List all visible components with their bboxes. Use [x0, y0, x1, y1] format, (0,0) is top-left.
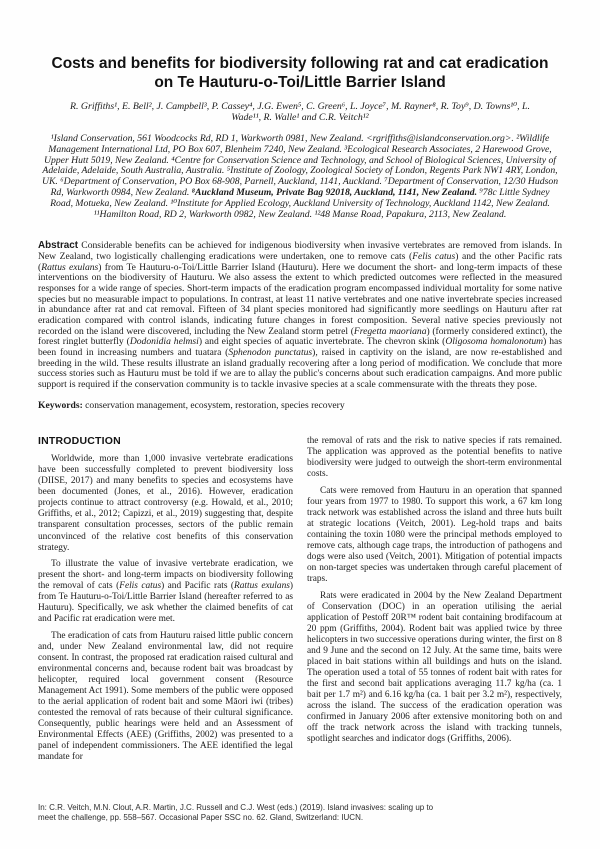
- left-column: [38, 436, 293, 763]
- abstract-label: Abstract: [38, 240, 79, 252]
- two-column-body: [38, 436, 562, 763]
- author-line: R. Griffiths¹, E. Bell², J. Campbell³, P. Cassey⁴, J.G. Ewen⁵, C. Green⁶, L. Joyce⁷, M. Rayner⁸, R. Toy⁹, D. Towns¹⁰, L. Wade¹¹, R. Walle¹ and C.R. Veitch¹²: [70, 101, 530, 123]
- keywords-label: Keywords:: [38, 399, 83, 411]
- introduction-heading: INTRODUCTION: [38, 435, 121, 448]
- keywords-text: conservation management, ecosystem, restoration, species recovery: [82, 399, 345, 411]
- abstract-paragraph: [38, 241, 562, 390]
- intro-paragraph-3-continued: the removal of rats and the risk to native species if rats remained. The application was approved as the potential benefits to native biodiversity were judged to outweigh the short-term environmental costs.: [307, 436, 562, 480]
- affiliations-block: ¹Island Conservation, 561 Woodcocks Rd, RD 1, Warkworth 0981, New Zealand. <rgriffiths@islandconservation.org>. ²Wildlife Management International Ltd, PO Box 607, Blenheim 7240, New Zealand. ³Ecological Research Associates, 2 Harewood Grove, Upper Hutt 5019, New Zealand. ⁴Centre for Conservation Science and Technology, and School of Biological Sciences, University of Adelaide, Adelaide, South Australia, Australia. ⁵Institute of Zoology, Zoological Society of London, Regents Park NW1 4RY, London, UK. ⁶Department of Conservation, PO Box 68-908, Parnell, Auckland, 1141, Auckland. ⁷Department of Conservation, 12/30 Hudson Rd, Warkworth 0984, New Zealand. ⁸Auckland Museum, Private Bag 92018, Auckland, 1141, New Zealand. ⁹78c Little Sydney Road, Motueka, New Zealand. ¹⁰Institute for Applied Ecology, Auckland University of Technology, Auckland 1142, New Zealand. ¹¹Hamilton Road, RD 2, Warkworth 0982, New Zealand. ¹²48 Manse Road, Papakura, 2113, New Zealand.: [41, 133, 559, 220]
- intro-paragraph-5: Rats were eradicated in 2004 by the New Zealand Department of Conservation (DOC) in an operation utilising the aerial application of Pestoff 20R™ rodent bait containing brodifacoum at 20 ppm (Griffiths, 2004). Rodent bait was applied twice by three helicopters in two successive operations during winter, the first on 8 and 9 June and the second on 12 July. At the same time, baits were placed in bait stations within all buildings and huts on the island. The operation used a total of 55 tonnes of rodent bait with rates for the first and second bait applications averaging 11.7 kg/ha (ca. 1 bait per 1.7 m²) and 6.16 kg/ha (ca. 1 bait per 3.2 m²), respectively, across the island. The success of the eradication operation was confirmed in January 2006 after extensive monitoring both on and off the track network across the island with tracking tunnels, spotlight searches and indicator dogs (Griffiths, 2006).: [307, 590, 562, 745]
- intro-paragraph-3: The eradication of cats from Hauturu raised little public concern and, under New Zealand environmental law, did not require consent. In contrast, the proposed rat eradication raised cultural and environmental concerns and, because rodent bait was broadcast by helicopter, required local government consent (Resource Management Act 1991). Some members of the public were opposed to the aerial application of rodent bait and some Māori iwi (tribes) contested the removal of rats because of their cultural significance. Consequently, public hearings were held and an Assessment of Environmental Effects (AEE) (Griffiths, 2002) was presented to a panel of independent commissioners. The AEE identified the legal mandate for: [38, 630, 293, 763]
- intro-paragraph-2: To illustrate the value of invasive vertebrate eradication, we present the short- and long-term impacts on biodiversity following the removal of cats (Felis catus) and Pacific rats (Rattus exulans) from Te Hauturu-o-Toi/Little Barrier Island (hereafter referred to as Hauturu). Specifically, we ask whether the claimed benefits of cat and Pacific rat eradication were met.: [38, 559, 294, 625]
- intro-paragraph-4: Cats were removed from Hauturu in an operation that spanned four years from 1977 to 1980. To support this work, a 67 km long track network was established across the island and three huts built at strategic locations (Veitch, 2001). Leg-hold traps and baits containing the toxin 1080 were the principal methods employed to remove cats, although cage traps, the introduction of pathogens and dogs were also used (Veitch, 2001). Mitigation of potential impacts on non-target species was undertaken through careful placement of traps.: [307, 485, 562, 585]
- page-title: Costs and benefits for biodiversity following rat and cat eradication on Te Hauturu-o-Toi/Little Barrier Island: [51, 55, 549, 91]
- keywords-line: [38, 401, 562, 412]
- abstract-text: Considerable benefits can be achieved for indigenous biodiversity when invasive vertebrates are removed from islands. In New Zealand, two logistically challenging eradications were undertaken, one to remove cats (Felis catus) and the other Pacific rats (Rattus exulans) from Te Hauturu-o-Toi/Little Barrier Island (Hauturu). Here we document the short- and long-term impacts of these interventions on the biodiversity of Hauturu. We also assess the extent to which predicted outcomes were reflected in the measured responses for a wide range of species. Short-term impacts of the eradication program encompassed individual mortality for some native species but no measurable impact to populations. In contrast, at least 11 native vertebrates and one native invertebrate species increased in abundance after rat and cat removal. Fifteen of 34 plant species monitored had significantly more seedlings on Hauturu after rat eradication compared with control islands, indicating future changes in forest composition. Several native species previously not recorded on the island were discovered, including the New Zealand storm petrel (Fregetta maoriana) (formerly considered extinct), the forest ringlet butterfly (Dodonidia helmsi) and eight species of aquatic invertebrate. The chevron skink (Oligosoma homalonotum) has been found in increasing numbers and tuatara (Sphenodon punctatus), raised in captivity on the island, are now re-established and breeding in the wild. These results illustrate an island gradually recovering after a long period of modification. We conclude that more success stories such as Hauturu must be told if we are to allay the public's concerns about such eradication campaigns. And more public support is required if the conservation community is to tackle invasive species at a scale commensurate with the threats they pose.: [38, 240, 563, 390]
- right-column: [307, 436, 562, 763]
- intro-paragraph-1: Worldwide, more than 1,000 invasive vertebrate eradications have been successfully completed to prevent biodiversity loss (DIISE, 2017) and many benefits to species and ecosystems have been documented (Jones, et al., 2016). However, eradication projects continue to attract controversy (e.g. Howald, et al., 2010; Griffiths, et al., 2012; Capizzi, et al., 2019) suggesting that, despite transparent consultation processes, sectors of the public remain unconvinced of the relative cost benefits of this conservation strategy.: [38, 454, 293, 553]
- citation-footer: In: C.R. Veitch, M.N. Clout, A.R. Martin, J.C. Russell and C.J. West (eds.) (2019). Island invasives: scaling up to meet the challenge, pp. 558–567. Occasional Paper SSC no. 62. Gland, Switzerland: IUCN.: [38, 803, 434, 822]
